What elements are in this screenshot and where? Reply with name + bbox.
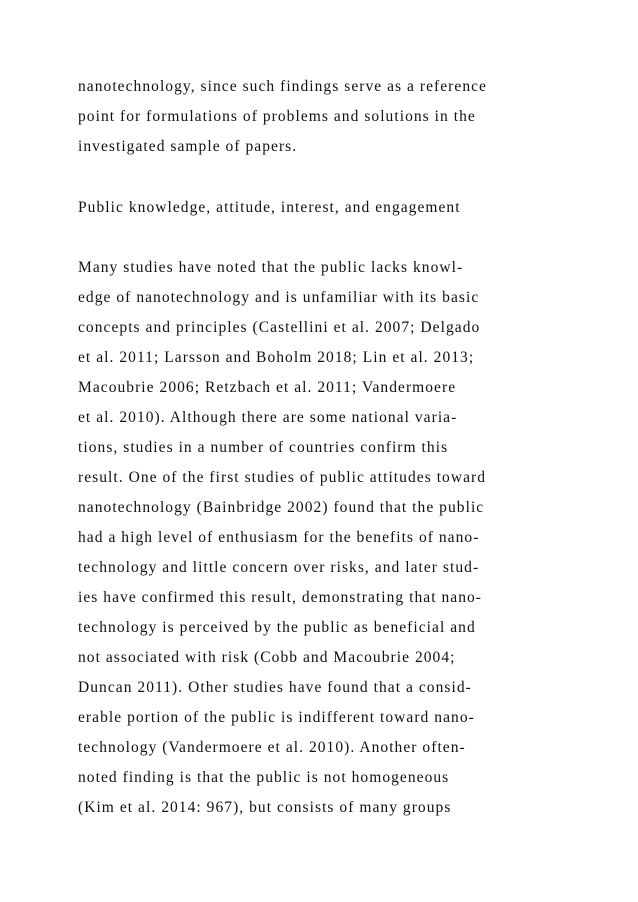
paragraph-2-line-19: (Kim et al. 2014: 967), but consists of many groups bbox=[78, 799, 452, 816]
paragraph-2-line-17: technology (Vandermoere et al. 2010). Another often- bbox=[78, 739, 466, 756]
paragraph-2-line-5: Macoubrie 2006; Retzbach et al. 2011; Vandermoere bbox=[78, 379, 457, 396]
paragraph-2-line-13: technology is perceived by the public as beneficial and bbox=[78, 619, 476, 636]
section-heading: Public knowledge, attitude, interest, and engagement bbox=[78, 199, 461, 216]
paragraph-2-line-6: et al. 2010). Although there are some national varia- bbox=[78, 409, 458, 426]
paragraph-2-line-11: technology and little concern over risks, and later stud- bbox=[78, 559, 480, 576]
paragraph-2-line-2: edge of nanotechnology and is unfamiliar with its basic bbox=[78, 289, 480, 306]
paragraph-2-line-4: et al. 2011; Larsson and Boholm 2018; Lin et al. 2013; bbox=[78, 349, 475, 366]
paragraph-2-line-8: result. One of the first studies of public attitudes toward bbox=[78, 469, 487, 486]
paragraph-2-line-16: erable portion of the public is indifferent toward nano- bbox=[78, 709, 475, 726]
paragraph-2-line-12: ies have confirmed this result, demonstrating that nano- bbox=[78, 589, 483, 606]
paragraph-2-line-9: nanotechnology (Bainbridge 2002) found that the public bbox=[78, 499, 485, 516]
paragraph-2-line-3: concepts and principles (Castellini et al. 2007; Delgado bbox=[78, 319, 481, 336]
paragraph-2-line-1: Many studies have noted that the public lacks knowl- bbox=[78, 259, 464, 276]
paragraph-1-line-1: nanotechnology, since such findings serve as a reference bbox=[78, 78, 487, 95]
paragraph-2-line-15: Duncan 2011). Other studies have found that a consid- bbox=[78, 679, 472, 696]
paragraph-2-line-7: tions, studies in a number of countries confirm this bbox=[78, 439, 449, 456]
paragraph-2-line-18: noted finding is that the public is not homogeneous bbox=[78, 769, 450, 786]
paragraph-1-line-3: investigated sample of papers. bbox=[78, 138, 298, 155]
paragraph-2-line-10: had a high level of enthusiasm for the benefits of nano- bbox=[78, 529, 480, 546]
paragraph-2-line-14: not associated with risk (Cobb and Macoubrie 2004; bbox=[78, 649, 456, 666]
paragraph-1-line-2: point for formulations of problems and solutions in the bbox=[78, 108, 476, 125]
